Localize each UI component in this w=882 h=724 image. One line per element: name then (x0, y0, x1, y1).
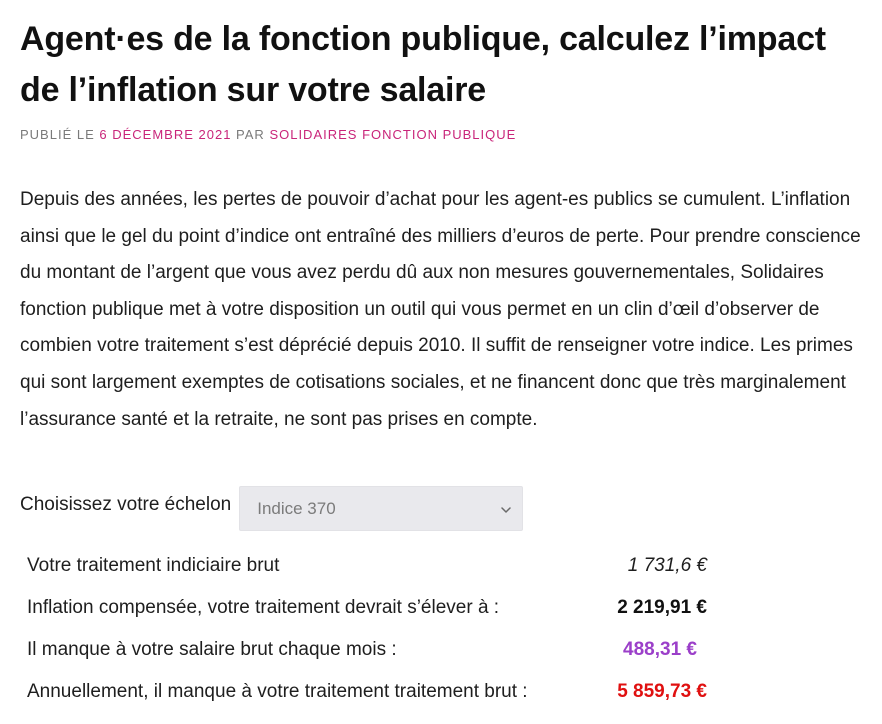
meta-prefix: PUBLIÉ LE (20, 127, 100, 142)
echelon-label: Choisissez votre échelon (20, 493, 232, 515)
result-row-compensated-salary (27, 587, 717, 629)
result-label: Votre traitement indiciaire brut (27, 555, 280, 576)
article-title: Agent·es de la fonction publique, calculez l’impact de l’inflation sur votre salaire (20, 20, 826, 109)
compensated-salary-value: 2 219,91 € (617, 597, 707, 618)
result-label: Annuellement, il manque à votre traitement traitement brut : (27, 681, 528, 702)
echelon-select-value: Indice 370 (257, 498, 336, 518)
echelon-select[interactable] (239, 486, 523, 531)
publish-date-link[interactable]: 6 DÉCEMBRE 2021 (99, 127, 232, 142)
meta-by: PAR (231, 127, 270, 142)
article-intro: Depuis des années, les pertes de pouvoir d’achat pour les agent-es publics se cumulent. L’inflation ainsi que le gel du point d’indice ont entraîné des milliers d’euros de perte. Pour prendre conscience du montant de l’argent que vous avez perdu dû aux non mesures gouvernementales, Solidaires fonction publique met à votre disposition un outil qui vous permet en un clin d’œil d’observer de combien votre traitement s’est déprécié depuis 2010. Il suffit de renseigner votre indice. Les primes qui sont largement exemptes de cotisations sociales, et ne financent donc que très marginalement l’assurance santé et la retraite, ne sont pas prises en compte. (20, 189, 861, 430)
annual-missing-value: 5 859,73 € (617, 681, 707, 702)
result-row-annual-missing (27, 671, 717, 713)
result-row-monthly-missing (27, 629, 717, 671)
result-label: Inflation compensée, votre traitement devrait s’élever à : (27, 597, 500, 618)
results-table (27, 545, 717, 713)
article-meta (20, 127, 516, 142)
chevron-down-icon (500, 503, 512, 515)
echelon-selector-row (20, 486, 523, 531)
author-link[interactable]: SOLIDAIRES FONCTION PUBLIQUE (269, 127, 517, 142)
monthly-missing-value: 488,31 € (623, 639, 697, 660)
base-salary-value: 1 731,6 € (627, 555, 707, 576)
result-label: Il manque à votre salaire brut chaque mois : (27, 639, 397, 660)
result-row-base-salary (27, 545, 717, 587)
